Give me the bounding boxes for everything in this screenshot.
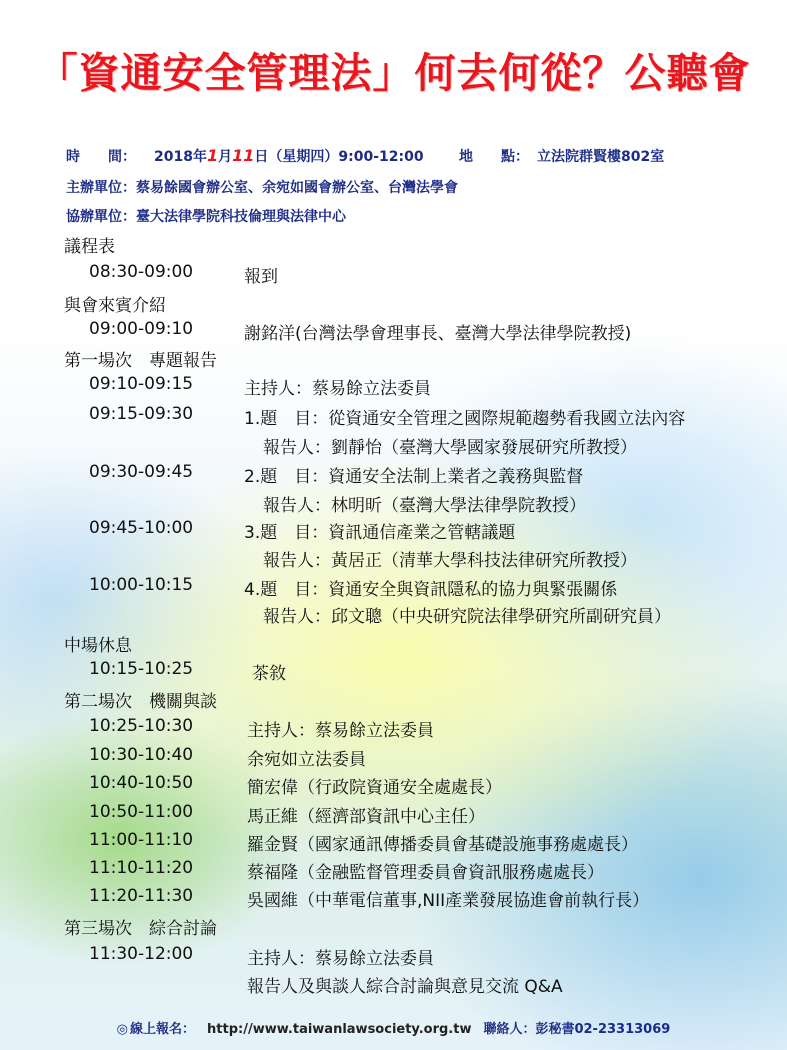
agenda-item: 吳國維（中華電信董事,NII產業發展協進會前執行長）	[247, 891, 650, 911]
agenda-item: 簡宏偉（行政院資通安全處處長）	[247, 778, 502, 798]
register-link[interactable]: http://www.taiwanlawsociety.org.tw	[207, 1022, 472, 1037]
agenda-time: 09:30-09:45	[89, 462, 194, 482]
place-label: 地 點：	[459, 149, 529, 165]
agenda-time: 10:25-10:30	[89, 716, 194, 736]
place-value: 立法院群賢樓802室	[537, 149, 665, 165]
agenda-time: 08:30-09:00	[89, 262, 194, 282]
agenda-item: 茶敘	[252, 664, 286, 684]
agenda-item: 1.題 目：從資通安全管理之國際規範趨勢看我國立法內容	[244, 409, 686, 429]
agenda-time: 11:10-11:20	[89, 858, 194, 878]
agenda-item: 主持人：蔡易餘立法委員	[244, 379, 431, 399]
agenda-time: 09:45-10:00	[89, 518, 194, 538]
agenda-time: 10:15-10:25	[89, 659, 194, 679]
organizer-value: 蔡易餘國會辦公室、余宛如國會辦公室、台灣法學會	[136, 180, 458, 196]
date-suffix: 日（星期四）9:00-12:00	[254, 149, 424, 165]
agenda-time: 10:30-10:40	[89, 745, 194, 765]
agenda-item: 報到	[244, 267, 278, 287]
agenda-time: 09:15-09:30	[89, 404, 194, 424]
agenda-item: 2.題 目：資通安全法制上業者之義務與監督	[244, 467, 584, 487]
agenda-header: 議程表	[64, 237, 115, 257]
date-month-unit: 月	[218, 149, 233, 165]
agenda-time: 09:00-09:10	[89, 319, 194, 339]
agenda-item: 3.題 目：資訊通信產業之管轄議題	[244, 523, 516, 543]
co-organizer-value: 臺大法律學院科技倫理與法律中心	[136, 209, 346, 225]
organizer-label: 主辦單位：	[66, 180, 136, 196]
organizer	[66, 177, 458, 197]
co-organizer-label: 協辦單位：	[66, 209, 136, 225]
agenda-item: 謝銘洋(台灣法學會理事長、臺灣大學法律學院教授)	[244, 324, 632, 344]
agenda-item: 余宛如立法委員	[247, 750, 366, 770]
page-title: 「資通安全管理法」何去何從？公聽會	[36, 49, 751, 97]
agenda-item: 報告人及與談人綜合討論與意見交流 Q&A	[247, 977, 563, 997]
agenda-reporter: 報告人：林明昕（臺灣大學法律學院教授）	[263, 496, 586, 516]
agenda-time: 10:00-10:15	[89, 575, 194, 595]
register-label: 線上報名：	[130, 1022, 196, 1037]
section-header-intro: 與會來賓介紹	[64, 296, 166, 316]
contact-info: 聯絡人：彭秘書02-23313069	[483, 1022, 671, 1037]
date-day: 11	[232, 146, 255, 165]
agenda-time: 10:40-10:50	[89, 773, 194, 793]
agenda-time: 11:00-11:10	[89, 830, 194, 850]
date-year: 2018年	[154, 149, 207, 165]
agenda-time: 10:50-11:00	[89, 802, 194, 822]
agenda-item: 蔡福隆（金融監督管理委員會資訊服務處處長）	[247, 863, 604, 883]
footer	[0, 1018, 787, 1037]
agenda-reporter: 報告人：黃居正（清華大學科技法律研究所教授）	[263, 551, 637, 571]
agenda-time: 11:20-11:30	[89, 886, 194, 906]
event-time-place	[66, 146, 766, 166]
section-header-break: 中場休息	[64, 636, 132, 656]
co-organizer	[66, 206, 346, 226]
agenda-item: 主持人：蔡易餘立法委員	[247, 949, 434, 969]
agenda-time: 09:10-09:15	[89, 374, 194, 394]
agenda-item: 羅金賢（國家通訊傳播委員會基礎設施事務處處長）	[247, 835, 638, 855]
agenda-item: 主持人：蔡易餘立法委員	[247, 721, 434, 741]
time-value	[154, 146, 459, 166]
section-header-session2: 第二場次 機關與談	[64, 692, 217, 712]
agenda-item: 馬正維（經濟部資訊中心主任）	[247, 807, 485, 827]
agenda-reporter: 報告人：邱文聰（中央研究院法律學研究所副研究員）	[263, 607, 671, 627]
agenda-reporter: 報告人：劉靜怡（臺灣大學國家發展研究所教授）	[263, 438, 637, 458]
agenda-time: 11:30-12:00	[89, 944, 194, 964]
date-month: 1	[206, 146, 219, 165]
section-header-session1: 第一場次 專題報告	[64, 351, 217, 371]
time-label: 時 間：	[66, 149, 136, 165]
footer-bullet-icon: ◎	[116, 1022, 129, 1037]
agenda-item: 4.題 目：資通安全與資訊隱私的協力與緊張關係	[244, 580, 618, 600]
section-header-session3: 第三場次 綜合討論	[64, 919, 217, 939]
